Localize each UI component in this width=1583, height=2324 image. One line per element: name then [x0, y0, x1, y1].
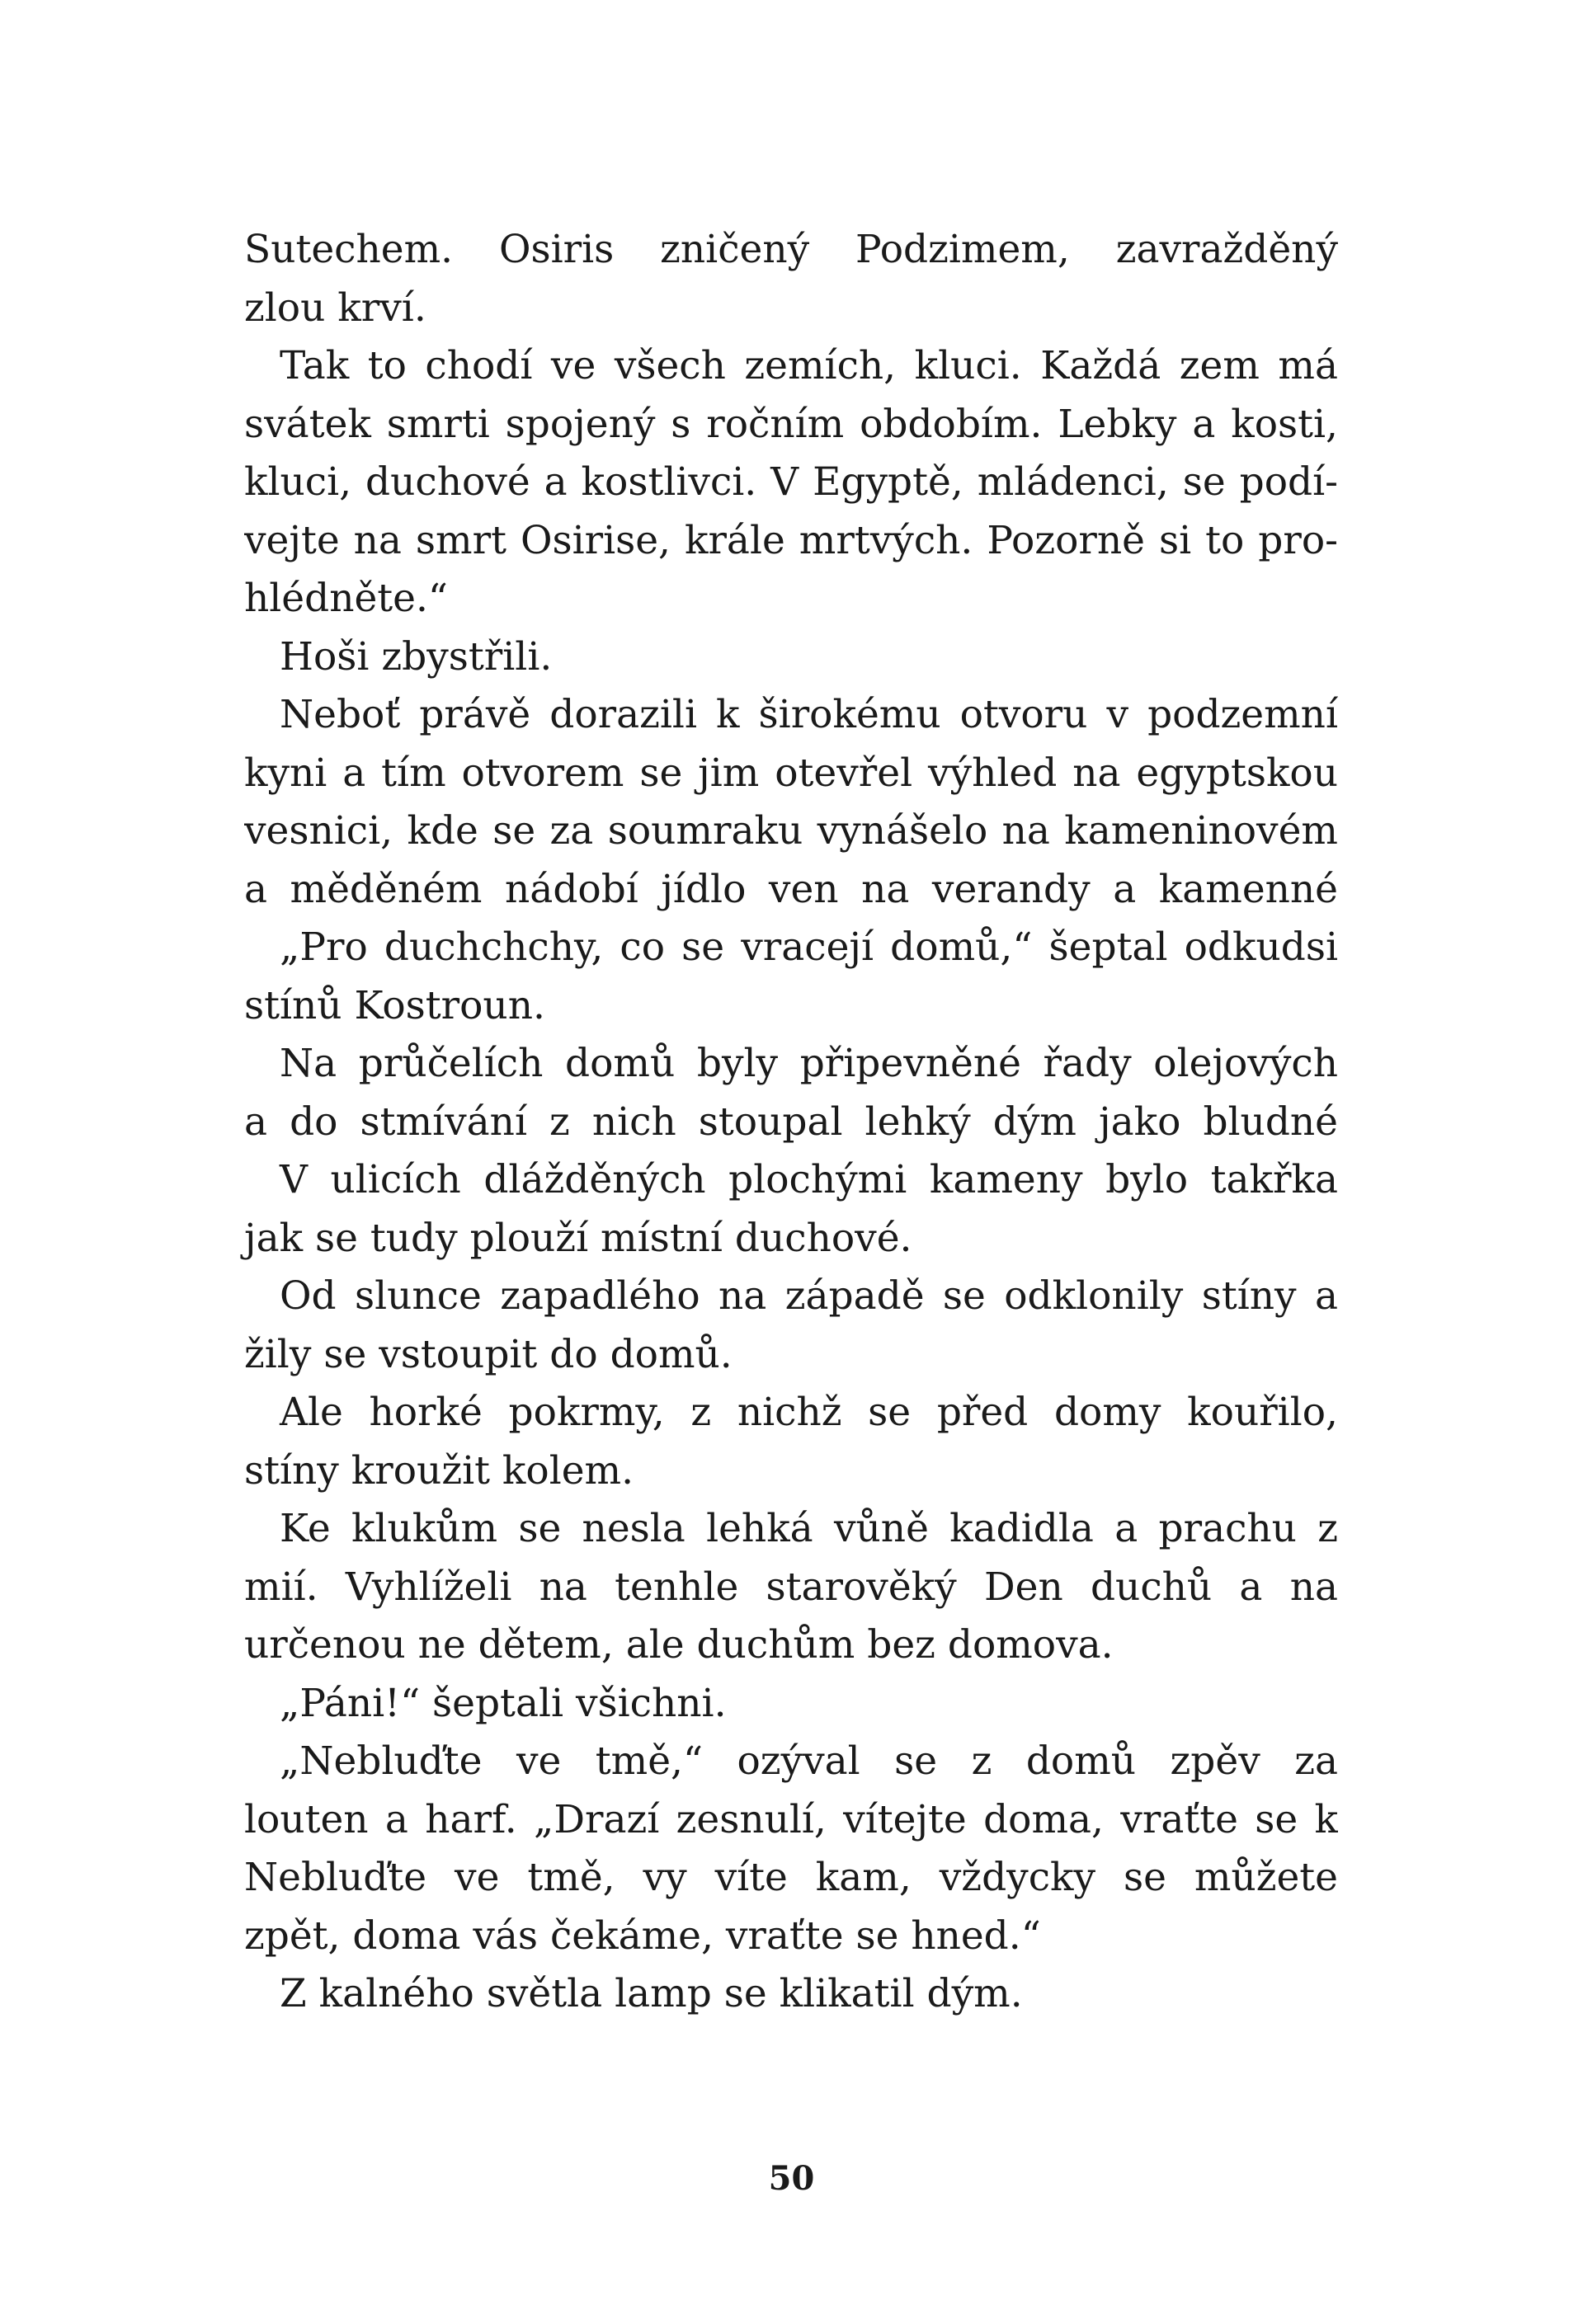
text-line: Sutechem. Osiris zničený Podzimem, zavražděný [244, 227, 1338, 272]
text-line: „Páni!“ šeptali všichni. [280, 1680, 727, 1726]
text-line: stínů Kostroun. [244, 982, 545, 1028]
text-line: svátek smrti spojený s ročním obdobím. Lebky a kosti, [244, 401, 1338, 447]
text-line: mií. Vyhlíželi na tenhle starověký Den duchů a na [244, 1564, 1338, 1610]
text-line: Od slunce zapadlého na západě se odklonily stíny a [280, 1273, 1338, 1319]
text-line: Ke klukům se nesla lehká vůně kadidla a prachu z [280, 1506, 1338, 1551]
text-line: žily se vstoupit do domů. [244, 1331, 733, 1377]
text-line: stíny kroužit kolem. [244, 1447, 634, 1494]
text-line: V ulicích dlážděných plochými kameny bylo takřka [280, 1157, 1338, 1202]
text-line: Tak to chodí ve všech zemích, kluci. Každá zem má [280, 343, 1338, 388]
text-line: určenou ne dětem, ale duchům bez domova. [244, 1622, 1114, 1668]
text-line: Hoši zbystřili. [280, 633, 553, 680]
text-line: „Nebluďte ve tmě,“ ozýval se z domů zpěv za [280, 1738, 1338, 1784]
text-line: „Pro duchchchy, co se vracejí domů,“ šeptal odkudsi [280, 924, 1338, 970]
text-line: hlédněte.“ [244, 576, 448, 621]
text-line: Nebluďte ve tmě, vy víte kam, vždycky se můžete [244, 1855, 1338, 1900]
text-line: zpět, doma vás čekáme, vraťte se hned.“ [244, 1912, 1041, 1959]
text-line: Na průčelích domů byly připevněné řady olejových [280, 1041, 1338, 1086]
text-line: a do stmívání z nich stoupal lehký dým jako bludné [244, 1098, 1338, 1145]
text-line: kyni a tím otvorem se jim otevřel výhled na egyptskou [244, 750, 1338, 796]
body-text [244, 221, 1338, 2024]
text-line: a měděném nádobí jídlo ven na verandy a kamenné [244, 866, 1338, 912]
text-line: kluci, duchové a kostlivci. V Egyptě, mládenci, se podí- [244, 459, 1338, 505]
text-line: vesnici, kde se za soumraku vynášelo na kameninovém [244, 808, 1338, 854]
text-line: Z kalného světla lamp se klikatil dým. [280, 1971, 1023, 2016]
text-line: jak se tudy plouží místní duchové. [244, 1215, 912, 1261]
text-line: Ale horké pokrmy, z nichž se před domy kouřilo, [280, 1390, 1338, 1435]
text-line: Neboť právě dorazili k širokému otvoru v podzemní [280, 692, 1338, 737]
page-number: 50 [768, 2159, 815, 2198]
text-line: zlou krví. [244, 285, 426, 331]
text-line: vejte na smrt Osirise, krále mrtvých. Pozorně si to pro- [244, 517, 1338, 563]
text-line: louten a harf. „Drazí zesnulí, vítejte doma, vraťte se k [244, 1796, 1338, 1842]
